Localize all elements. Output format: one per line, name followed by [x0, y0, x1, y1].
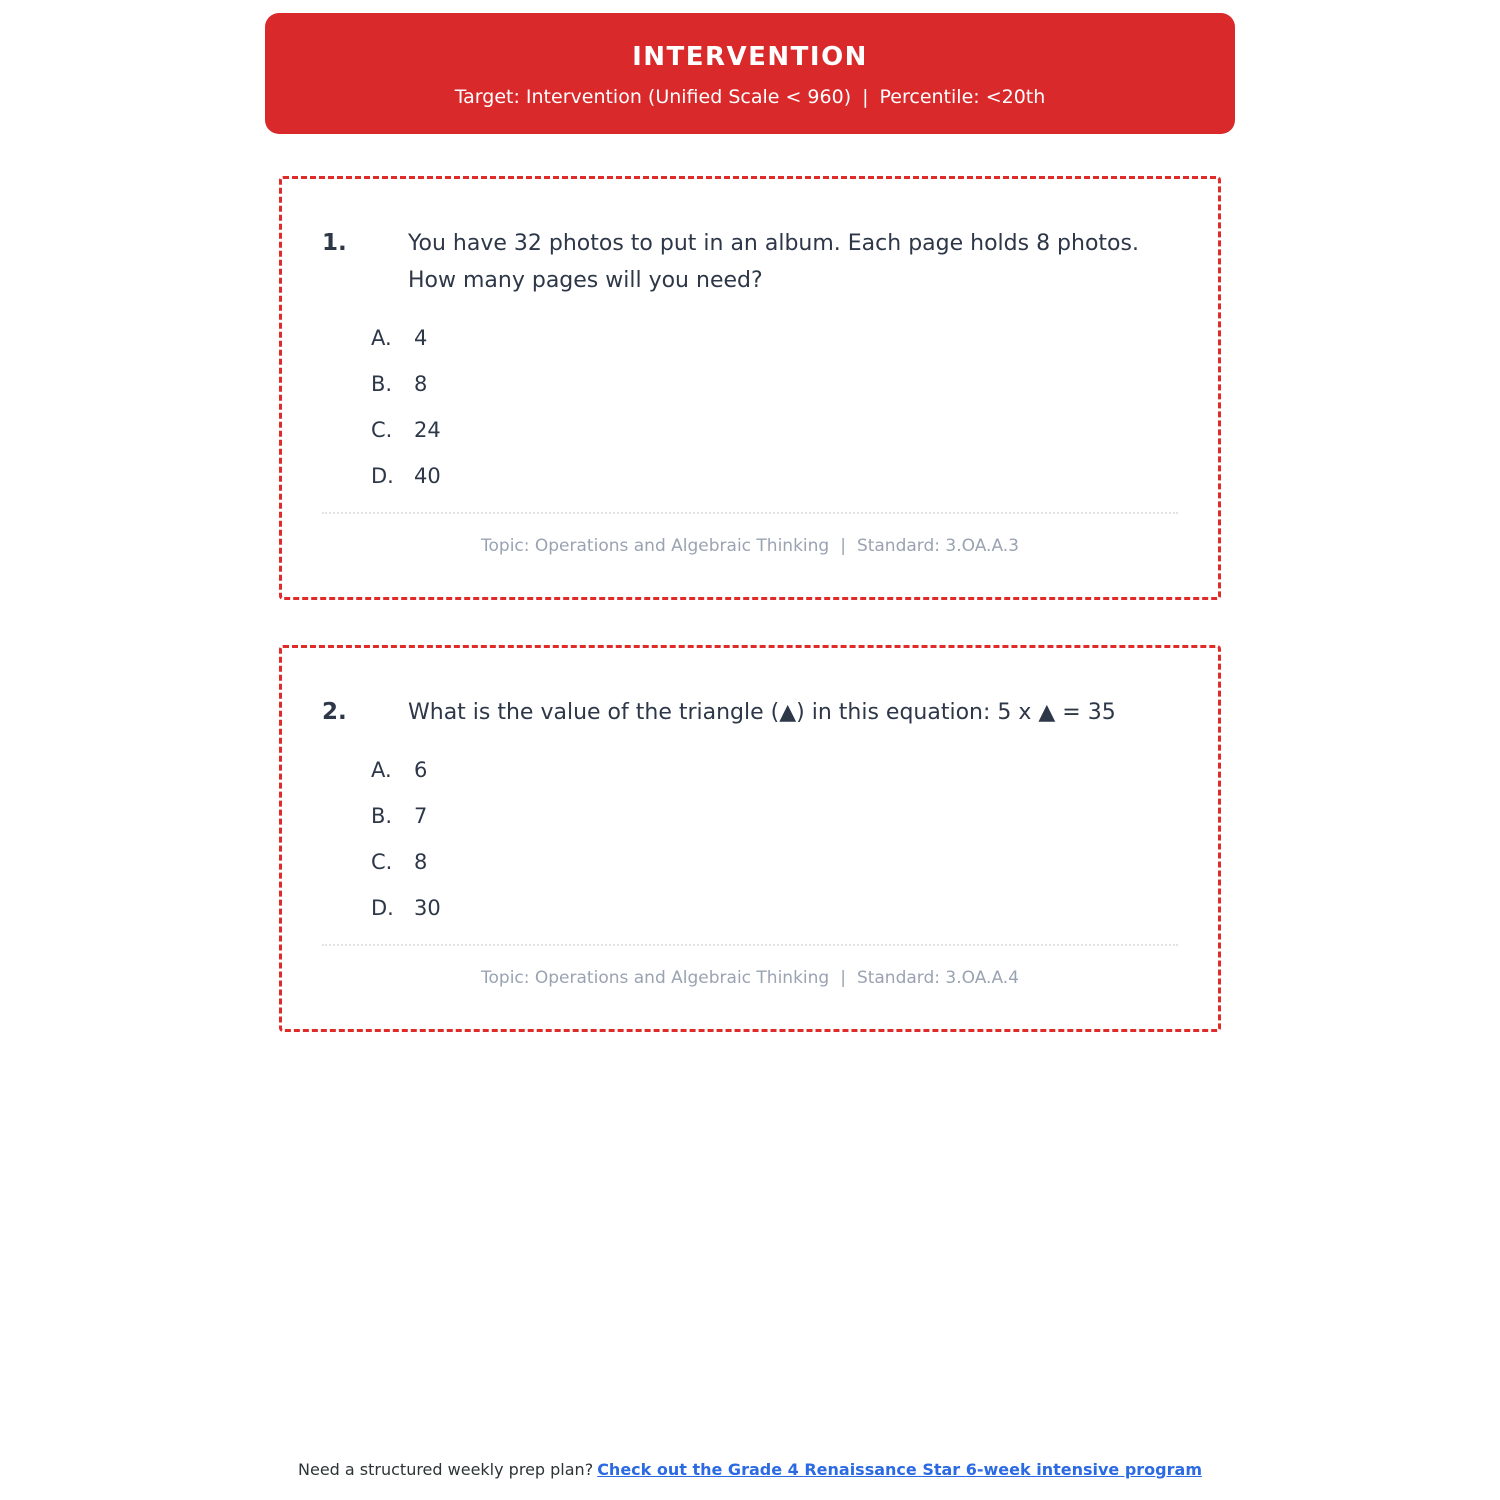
option-value: 8: [414, 372, 428, 396]
option-d: [371, 898, 1178, 919]
option-value: 4: [414, 326, 428, 350]
option-letter: C.: [371, 418, 393, 442]
option-value: 8: [414, 850, 428, 874]
option-c: [371, 852, 1178, 873]
meta-standard: Standard: 3.OA.A.4: [856, 968, 1019, 988]
banner-separator: |: [862, 86, 869, 108]
footer-prompt: Need a structured weekly prep plan?: [298, 1460, 594, 1479]
option-letter: D.: [371, 464, 394, 488]
meta-topic: Topic: Operations and Algebraic Thinking: [481, 536, 830, 556]
question-row: [322, 225, 1178, 299]
question-text: What is the value of the triangle (▲) in this equation: 5 x ▲ = 35: [408, 700, 1116, 725]
options-list: [371, 760, 1178, 919]
options-list: [371, 328, 1178, 487]
page-content: [265, 0, 1235, 1032]
banner-percentile-text: Percentile: <20th: [879, 86, 1046, 108]
option-b: [371, 374, 1178, 395]
option-value: 24: [414, 418, 441, 442]
option-letter: A.: [371, 758, 392, 782]
option-c: [371, 420, 1178, 441]
question-number: 2.: [322, 699, 347, 725]
option-letter: D.: [371, 896, 394, 920]
banner-title: INTERVENTION: [632, 42, 868, 72]
meta-standard: Standard: 3.OA.A.3: [856, 536, 1019, 556]
option-value: 40: [414, 464, 441, 488]
page-footer: [0, 1460, 1500, 1480]
question-meta: [322, 535, 1178, 557]
option-a: [371, 760, 1178, 781]
meta-separator: |: [840, 536, 846, 556]
banner-subtitle: [275, 85, 1225, 109]
option-letter: A.: [371, 326, 392, 350]
option-value: 6: [414, 758, 428, 782]
banner-target-text: Target: Intervention (Unified Scale < 960): [454, 86, 852, 108]
option-letter: C.: [371, 850, 393, 874]
option-value: 7: [414, 804, 428, 828]
question-row: [322, 694, 1178, 731]
meta-separator: |: [840, 968, 846, 988]
option-d: [371, 466, 1178, 487]
question-card-2: [279, 645, 1221, 1032]
question-number: 1.: [322, 230, 347, 256]
option-b: [371, 806, 1178, 827]
card-divider: [322, 512, 1178, 514]
footer-program-link[interactable]: Check out the Grade 4 Renaissance Star 6-week intensive program: [597, 1460, 1202, 1479]
intervention-banner: [265, 13, 1235, 134]
option-letter: B.: [371, 804, 393, 828]
question-text: You have 32 photos to put in an album. Each page holds 8 photos. How many pages will you need?: [408, 231, 1139, 293]
card-divider: [322, 944, 1178, 946]
option-letter: B.: [371, 372, 393, 396]
meta-topic: Topic: Operations and Algebraic Thinking: [481, 968, 830, 988]
option-a: [371, 328, 1178, 349]
question-meta: [322, 967, 1178, 989]
question-card-1: [279, 176, 1221, 600]
option-value: 30: [414, 896, 441, 920]
